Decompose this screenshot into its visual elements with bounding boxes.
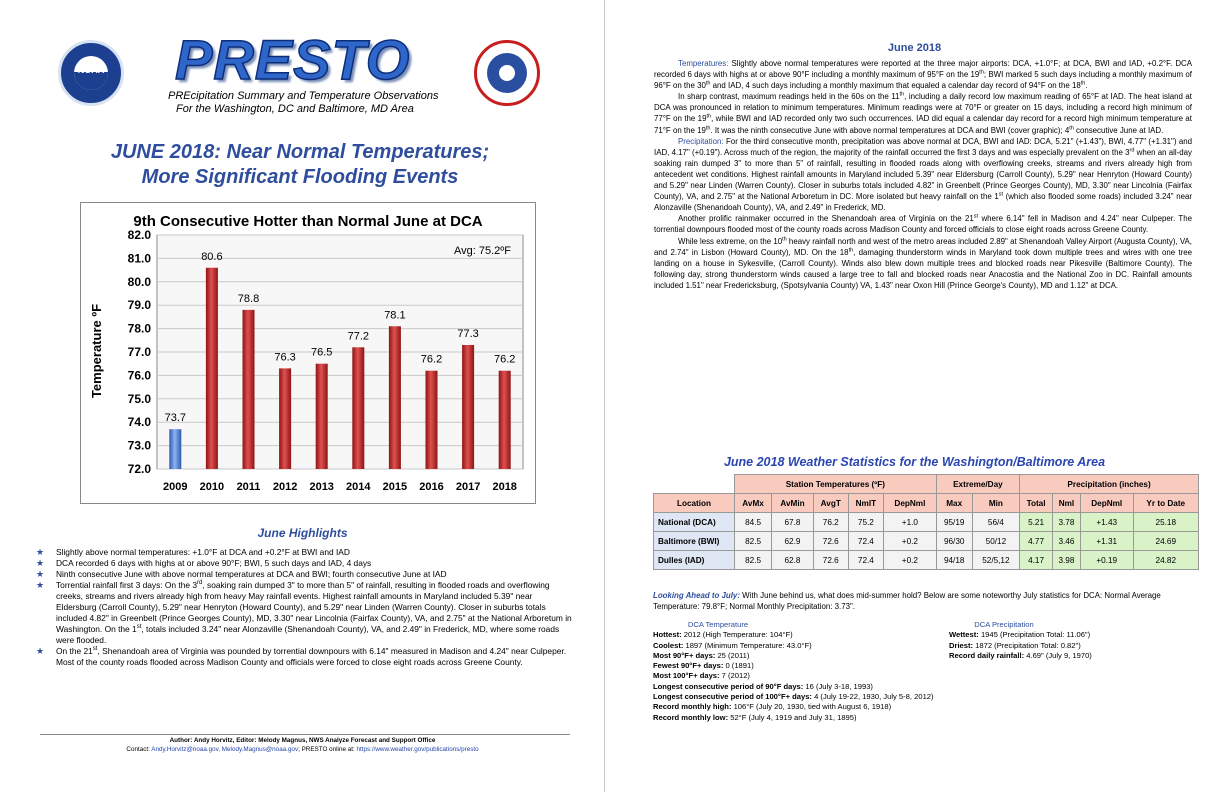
data-cell: 3.98 (1052, 551, 1080, 570)
data-cell: +1.31 (1080, 532, 1133, 551)
y-tick-label: 73.0 (127, 438, 151, 453)
highlights-list (32, 547, 572, 668)
y-tick-label: 79.0 (127, 298, 151, 313)
highlight-item: ★ Torrential rainfall first 3 days: On the 3rd, soaking rain dumped 3" to more than 5" of rainfall, resulting in flooded roads and overflowing creeks, streams and rivers already high from heavy May rainfall events. Highest rainfall amounts in Maryland included 5.39" near Eldersburg (Carroll County), 5.29" near Henryton (Howard County), and 5.29" near Linden (Warren County). Closer in suburbs totals included 4.82" in Greenbelt (Prince Georges County), MD, 3.30" near Lincolnia (Fairfax County), VA, and 2.75" at the National Arboretum in Washington. On the 1st, totals included 3.24" near Alonzaville (Shenandoah County), VA, and 2.49" in Frederick, MD, where some roads were flooded. (36, 580, 572, 645)
data-cell: 94/18 (936, 551, 972, 570)
data-cell: 50/12 (972, 532, 1019, 551)
bar-2011 (243, 310, 255, 469)
column-header: Yr to Date (1133, 494, 1198, 513)
star-bullet-icon: ★ (36, 580, 45, 590)
data-cell: 25.18 (1133, 513, 1198, 532)
column-header: DepNml (1080, 494, 1133, 513)
value-label: 78.1 (384, 309, 406, 322)
dca-temperature-stats (653, 620, 953, 723)
bar-2014 (352, 347, 364, 469)
temperature-label: Temperatures: (678, 59, 729, 68)
column-header: Max (936, 494, 972, 513)
temperature-stat-item: Most 100°F+ days: 7 (2012) (653, 671, 750, 681)
x-tick-label: 2013 (309, 481, 334, 493)
value-label: 80.6 (201, 250, 223, 263)
precipitation-paragraph-3: While less extreme, on the 10th heavy rainfall north and west of the metro areas included 2.89" at Shenandoah Valley Airport (Augusta County), VA, and 2.74" in Lisbon (Howard County), MD. On the 18th, damaging thunderstorm winds in Maryland took down multiple trees and wires with one tree landing on a house in Sykesville, (Carroll County). Winds also blew down multiple trees and blocked roads near Pikesville (Baltimore County). The following day, strong thunderstorm winds caused a large tree to fall and blocked roads near Anacostia and the National Zoo in DC. Rainfall amounts included 1.51" near Fredericksburg, (Spotsylvania County) VA, 1.43" near Oxon Hill (Prince George's County), MD and 1.12" at DCA. (654, 235, 1192, 290)
column-header: Nml (1052, 494, 1080, 513)
column-header: AvMx (735, 494, 772, 513)
data-cell: 24.82 (1133, 551, 1198, 570)
temperature-paragraph: Temperatures: Slightly above normal temperatures were reported at the three major airports: DCA, +1.0°F; at DCA, BWI and IAD, +0.2°F. DCA recorded 6 days with highs at or above 90°F including a monthly maximum of 95°F on the 19th; BWI marked 5 such days including a monthly maximum of 96°F on the 30th and IAD, 4 such days including a monthly maximum that equaled a calendar day record of 94°F on the 18th. (654, 59, 1192, 91)
data-cell: +0.19 (1080, 551, 1133, 570)
dca-temperature-header: DCA Temperature (687, 620, 749, 629)
bar-2012 (279, 368, 291, 469)
precipitation-label: Precipitation: (678, 136, 724, 146)
temperature-stat-item: Record monthly low: 52°F (July 4, 1919 and July 31, 1895) (653, 712, 857, 722)
star-bullet-icon: ★ (36, 646, 45, 656)
data-cell: +0.2 (884, 532, 937, 551)
data-cell: 4.17 (1020, 551, 1053, 570)
contact-label: Contact: (126, 746, 152, 753)
y-tick-label: 82.0 (127, 228, 151, 242)
footer-divider (40, 734, 570, 735)
x-tick-label: 2015 (382, 481, 408, 493)
data-cell: 24.69 (1133, 532, 1198, 551)
online-label: ; PRESTO online at: (298, 746, 357, 753)
narrative-text (654, 58, 1192, 291)
month-heading: June 2018 (887, 42, 942, 54)
data-cell: 67.8 (772, 513, 814, 532)
dca-precipitation-stats (949, 620, 1199, 661)
value-label: 76.2 (420, 353, 443, 366)
data-cell: 52/5,12 (972, 551, 1019, 570)
data-cell: 72.4 (848, 551, 883, 570)
footer-contact (0, 746, 605, 753)
table-row (654, 532, 1199, 551)
stats-title: June 2018 Weather Statistics for the Washington/Baltimore Area (723, 455, 1106, 469)
highlight-item: ★ On the 21st, Shenandoah area of Virginia was pounded by torrential downpours with 6.14" measured in Madison and 4.24" near Culpeper. Most of the county roads flooded across Madison County and officials were forced to close eight roads across Greene County. (36, 646, 567, 667)
bar-2018 (499, 371, 511, 469)
group-header-extreme: Extreme/Day (936, 475, 1019, 494)
value-label: 76.2 (493, 353, 516, 366)
chart-title: 9th Consecutive Hotter than Normal June at DCA (133, 213, 483, 230)
column-header: NmlT (848, 494, 883, 513)
value-label: 76.5 (310, 346, 333, 359)
data-cell: 5.21 (1020, 513, 1053, 532)
data-cell: 72.6 (813, 532, 848, 551)
data-cell: 3.46 (1052, 532, 1080, 551)
chart-y-axis-label: Temperature ºF (89, 303, 104, 399)
y-tick-label: 78.0 (127, 321, 151, 336)
presto-url-link[interactable]: https://www.weather.gov/publications/presto (356, 746, 479, 753)
x-tick-label: 2016 (419, 481, 444, 493)
temperature-stat-item: Longest consecutive period of 90°F days: 16 (July 3-18, 1993) (653, 681, 873, 691)
table-group-header (654, 475, 1199, 494)
x-tick-label: 2011 (236, 481, 261, 493)
precipitation-stat-item: Driest: 1872 (Precipitation Total: 0.82") (949, 640, 1081, 650)
x-tick-label: 2018 (492, 481, 517, 493)
temperature-stat-item: Fewest 90°F+ days: 0 (1891) (653, 661, 754, 671)
table-column-header (654, 494, 1199, 513)
temperature-stat-item: Longest consecutive period of 100°F+ days: 4 (July 19-22, 1930, July 5-8, 2012) (653, 692, 934, 702)
column-header: DepNml (884, 494, 937, 513)
x-tick-label: 2017 (455, 481, 481, 493)
temperature-paragraph-2: In sharp contrast, maximum readings held in the 60s on the 11th, including a daily record low maximum reading of 65°F at IAD. The heat island at DCA was pronounced in relation to minimum temperatures. Minimum readings were at 70°F or greater on 15 days, including a record high minimum of 77°F on the 19th, while BWI and IAD recorded only two such occurrences. IAD did equal a calendar day record for a record high minimum temperature at 71°F on the 19th. It was the ninth consecutive June with above normal temperatures at DCA and BWI (cover graphic); 4th consecutive June at IAD. (654, 91, 1193, 135)
table-row (654, 513, 1199, 532)
dca-precipitation-header: DCA Precipitation (974, 620, 1034, 629)
data-cell: 72.6 (813, 551, 848, 570)
value-label: 76.3 (274, 351, 296, 364)
data-cell: 76.2 (813, 513, 848, 532)
temperature-stat-item: Hottest: 2012 (High Temperature: 104°F) (653, 630, 793, 640)
temperature-stat-item: Record monthly high: 106°F (July 20, 1930, tied with August 6, 1918) (653, 702, 892, 712)
column-header: Min (972, 494, 1019, 513)
data-cell: 75.2 (848, 513, 883, 532)
column-header: AvgT (813, 494, 848, 513)
precipitation-stat-item: Wettest: 1945 (Precipitation Total: 11.06") (949, 630, 1091, 640)
temperature-stat-item: Coolest: 1897 (Minimum Temperature: 43.0°F) (653, 640, 812, 650)
group-header-precipitation: Precipitation (inches) (1020, 475, 1199, 494)
table-body (654, 513, 1199, 570)
bar-2016 (426, 371, 438, 469)
data-cell: 62.9 (772, 532, 814, 551)
star-bullet-icon: ★ (36, 547, 45, 557)
value-label: 78.8 (237, 292, 260, 305)
data-cell: +1.43 (1080, 513, 1133, 532)
table-row (654, 551, 1199, 570)
y-tick-label: 76.0 (127, 368, 151, 383)
chart-svg (81, 203, 535, 503)
y-tick-label: 74.0 (127, 415, 151, 430)
contact-emails[interactable]: Andy.Horvitz@noaa.gov, Melody.Magnus@noaa.gov (151, 746, 299, 753)
title-line1: JUNE 2018: Near Normal Temperatures; (110, 141, 490, 163)
right-page (605, 0, 1224, 792)
looking-ahead-label: Looking Ahead to July: (653, 591, 740, 600)
value-label: 77.3 (457, 327, 479, 340)
data-cell: 84.5 (735, 513, 772, 532)
data-cell: 96/30 (936, 532, 972, 551)
data-cell: 82.5 (735, 532, 772, 551)
subtitle-line1: PREcipitation Summary and Temperature Observations (168, 90, 439, 102)
looking-ahead-text: With June behind us, what does mid-summer hold? Below are some noteworthy July statistics for DCA: Normal Average Temperature: 79.8°F; Normal Monthly Precipitation: 3.73". (653, 591, 1161, 611)
looking-ahead (653, 591, 1201, 612)
bar-2009 (169, 429, 181, 469)
data-cell: +0.2 (884, 551, 937, 570)
y-tick-label: 80.0 (127, 274, 151, 289)
y-tick-label: 77.0 (127, 345, 151, 359)
x-tick-label: 2014 (346, 481, 371, 493)
footer-credits: Author: Andy Horvitz, Editor: Melody Magnus, NWS Analyze Forecast and Support Office (169, 737, 436, 744)
data-cell: 56/4 (972, 513, 1019, 532)
location-cell: Dulles (IAD) (654, 551, 735, 570)
average-annotation: Avg: 75.2ºF (453, 245, 511, 257)
title-line2: More Significant Flooding Events (141, 166, 459, 188)
bar-2013 (316, 364, 328, 469)
highlights-title: June Highlights (257, 526, 348, 540)
precipitation-paragraph: Precipitation: For the third consecutive month, precipitation was above normal at DCA, BWI and IAD: DCA, 5.21" (+1.43"), BWI, 4.77" (+1.31") and IAD, 4.17" (+0.19"). Across much of the region, the majority of the rainfall occurred the first 3 days and was especially prevalent on the 3rd when an all-day soaking rain dumped 3" to more than 5" of rainfall, resulting in flooded roads along with overflowing creeks, streams and rivers already high from antecedent wet conditions. Highest rainfall amounts in Maryland included 5.39" near Eldersburg (Carroll County), 5.29" near Henryton (Howard County) and 5.29" near Linden (Warren County). Closer in suburbs totals included 4.82" in Greenbelt (Prince Georges County), MD, 3.30" near Lincolnia (Fairfax County), VA, and 2.75" at the National Arboretum in DC. More isolated but heavy rainfall on the 1st (which also flooded some roads) included 3.24" near Alonzaville (Shenandoah County), VA, and 2.49" in Frederick, MD. (654, 136, 1192, 213)
data-cell: 72.4 (848, 532, 883, 551)
x-tick-label: 2009 (163, 481, 188, 493)
highlight-item: ★ DCA recorded 6 days with highs at or above 90°F; BWI, 5 such days and IAD, 4 days (36, 558, 372, 568)
value-label: 73.7 (164, 412, 187, 425)
temperature-chart (80, 202, 536, 504)
x-tick-labels (163, 481, 517, 493)
data-cell: 95/19 (936, 513, 972, 532)
bar-2015 (389, 326, 401, 469)
subtitle-line2: For the Washington, DC and Baltimore, MD Area (176, 103, 414, 115)
data-cell: 82.5 (735, 551, 772, 570)
value-label: 77.2 (347, 330, 370, 343)
data-cell: 4.77 (1020, 532, 1053, 551)
stats-table (653, 474, 1199, 570)
column-header: Total (1020, 494, 1053, 513)
y-tick-labels (128, 228, 152, 476)
highlight-item: ★ Slightly above normal temperatures: +1.0°F at DCA and +0.2°F at BWI and IAD (36, 547, 350, 557)
group-header-temperatures: Station Temperatures (ºF) (735, 475, 937, 494)
bar-2017 (462, 345, 474, 469)
column-header: AvMin (772, 494, 814, 513)
data-cell: +1.0 (884, 513, 937, 532)
column-header: Location (654, 494, 735, 513)
presto-brand: PRESTO (175, 28, 411, 91)
left-page (0, 0, 605, 792)
highlight-item: ★ Ninth consecutive June with above normal temperatures at DCA and BWI; fourth consecutive June at IAD (36, 569, 447, 579)
bar-2010 (206, 268, 218, 469)
x-tick-label: 2012 (272, 481, 298, 493)
location-cell: National (DCA) (654, 513, 735, 532)
page-title (40, 140, 560, 190)
y-tick-label: 75.0 (127, 391, 151, 406)
y-tick-label: 81.0 (127, 251, 151, 266)
noaa-logo (58, 40, 124, 106)
nws-logo (474, 40, 540, 106)
data-cell: 3.78 (1052, 513, 1080, 532)
temperature-stat-item: Most 90°F+ days: 25 (2011) (653, 650, 750, 660)
x-tick-label: 2010 (199, 481, 225, 493)
star-bullet-icon: ★ (36, 558, 45, 568)
star-bullet-icon: ★ (36, 569, 45, 579)
noaa-logo-text: NOAA (77, 65, 105, 75)
location-cell: Baltimore (BWI) (654, 532, 735, 551)
precipitation-stat-item: Record daily rainfall: 4.69" (July 9, 1970) (949, 650, 1092, 660)
data-cell: 62.8 (772, 551, 814, 570)
y-tick-label: 72.0 (127, 462, 151, 476)
precipitation-paragraph-2: Another prolific rainmaker occurred in the Shenandoah area of Virginia on the 21st where 6.14" fell in Madison and 4.24" near Culpeper. The torrential downpours flooded most of the county roads across Madison County and forced officials to close eight roads across Greene County. (654, 213, 1192, 235)
